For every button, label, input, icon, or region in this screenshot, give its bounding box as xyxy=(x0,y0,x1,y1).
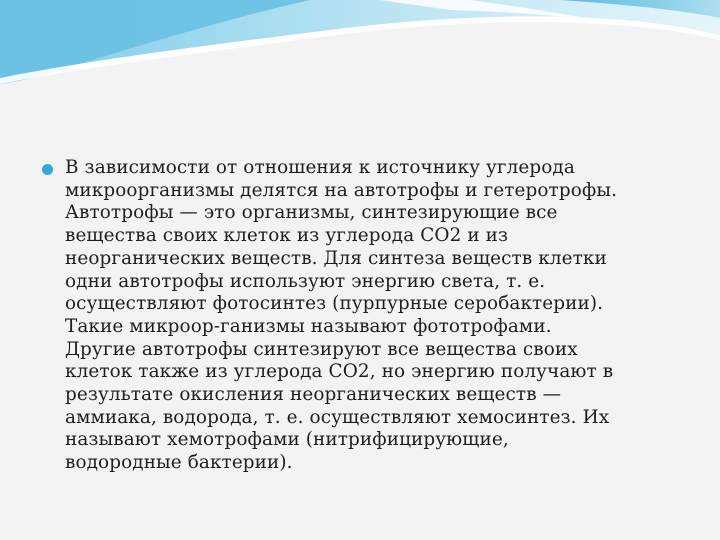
top-wave-decoration xyxy=(0,0,720,120)
bullet-item xyxy=(42,157,692,475)
bullet-dot-icon xyxy=(42,164,53,175)
slide-content xyxy=(42,157,692,475)
bullet-text: В зависимости от отношения к источнику углерода микроорганизмы делятся на автотрофы и гетеротрофы. Автотрофы — это организмы, синтезирующие все вещества своих клеток из углерода СО2 и из неорганических веществ. Для синтеза веществ клетки одни автотрофы используют энергию света, т. е. осуществляют фотосинтез (пурпурные серобактерии). Такие микроор-ганизмы называют фототрофами. Другие автотрофы синтезируют все вещества своих клеток также из углерода СО2, но энергию получают в результате окисления неорганических веществ — аммиака, водорода, т. е. осуществляют хемосинтез. Их называют хемотрофами (нитрифицирующие, водородные бактерии). xyxy=(65,157,618,474)
